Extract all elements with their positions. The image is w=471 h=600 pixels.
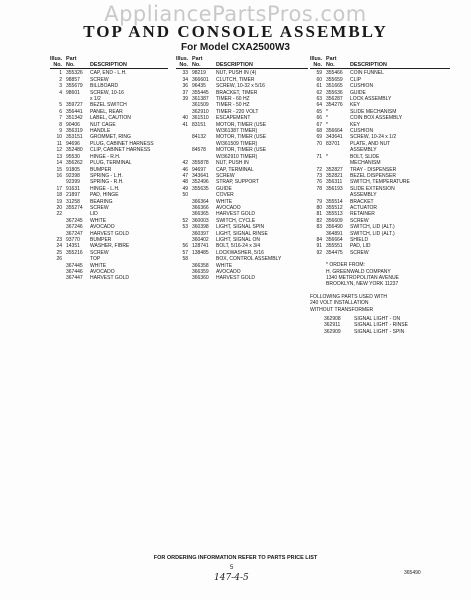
- illus-number: 64: [316, 102, 322, 109]
- page-title: TOP AND CONSOLE ASSEMBLY: [83, 22, 388, 41]
- part-description: RETAINER: [350, 211, 375, 218]
- part-description: GROMMET, RING: [90, 134, 131, 141]
- illus-number: 82: [316, 217, 322, 224]
- illus-number: 18: [56, 192, 62, 199]
- part-number: 14351: [66, 243, 80, 250]
- part-description: x 1/2: [90, 96, 101, 103]
- illus-number: 14: [56, 160, 62, 167]
- watermark: AppliancePartsPros.com: [104, 2, 367, 26]
- part-number: 354276: [326, 102, 343, 109]
- illus-number: 3: [59, 83, 62, 90]
- part-number: 91805: [66, 166, 80, 173]
- illus-number: 6: [59, 108, 62, 115]
- illus-number: 72: [316, 166, 322, 173]
- part-description: MOTOR, TIMER (USE: [216, 121, 267, 128]
- part-description: KEY: [350, 121, 361, 128]
- part-number: 355659: [326, 76, 343, 83]
- illus-number: 7: [59, 115, 62, 122]
- part-number: 355551: [326, 243, 343, 250]
- part-description: TIMER - 50 HZ: [216, 102, 250, 109]
- part-description: HARVEST GOLD: [216, 275, 255, 282]
- part-number: 94697: [192, 166, 206, 173]
- part-number: 355274: [66, 204, 83, 211]
- column-header: Illus. Part No. No. DESCRIPTION: [310, 56, 450, 69]
- part-number: 83151: [192, 121, 206, 128]
- part-description: SWITCH, LID (ALT.): [350, 224, 395, 231]
- part-number: 138485: [192, 249, 209, 256]
- part-number: 355216: [66, 249, 83, 256]
- part-number: 93770: [66, 236, 80, 243]
- part-description: SPRING - R.H.: [90, 179, 124, 186]
- part-description: WASHER, FIBRE: [90, 243, 130, 250]
- part-description: HARVEST GOLD: [90, 230, 129, 237]
- part-number: 366365: [192, 211, 209, 218]
- illus-number: 13: [56, 153, 62, 160]
- part-number: 96435: [192, 83, 206, 90]
- part-number: 366366: [192, 204, 209, 211]
- parts-column-1: [50, 56, 168, 282]
- part-number: 91631: [66, 185, 80, 192]
- part-number: 95530: [66, 153, 80, 160]
- illus-number: 81: [316, 211, 322, 218]
- part-number: 355514: [326, 198, 343, 205]
- part-description: COVER: [216, 192, 234, 199]
- part-description: LOCK ASSEMBLY: [350, 96, 392, 103]
- part-description: STRAP, SUPPORT: [216, 179, 259, 186]
- part-number: 356319: [66, 128, 83, 135]
- part-number: 92398: [66, 172, 80, 179]
- part-description: LID: [90, 211, 98, 218]
- part-description: CAP, END - L.H.: [90, 70, 127, 77]
- illus-number: 66: [316, 115, 322, 122]
- part-description: SIGNAL LIGHT - RINSE: [354, 322, 408, 329]
- part-number: 352480: [66, 147, 83, 154]
- part-number: 362910: [192, 108, 209, 115]
- illus-number: 53: [182, 224, 188, 231]
- part-number: 354475: [326, 249, 343, 256]
- part-number: 356287: [326, 96, 343, 103]
- part-number: 355326: [66, 70, 83, 77]
- part-description: TRAY - DISPENSER: [350, 166, 397, 173]
- illus-number: 68: [316, 128, 322, 135]
- illus-number: 62: [316, 89, 322, 96]
- list-item: [176, 275, 308, 281]
- illus-number: 24: [56, 243, 62, 250]
- part-description: HINGE - R.H.: [90, 153, 121, 160]
- part-number: 366359: [192, 269, 209, 275]
- part-description: SCREW, 10-16: [90, 89, 124, 96]
- illus-number: [50, 275, 62, 281]
- illus-number: 36: [182, 83, 188, 90]
- part-description: MOTOR, TIMER (USE: [216, 134, 267, 141]
- illus-number: 1: [59, 70, 62, 77]
- part-number: 343641: [326, 134, 343, 141]
- part-number: 367247: [66, 230, 83, 237]
- part-description: HANDLE: [90, 128, 111, 135]
- part-description: PLUG, TERMINAL: [90, 160, 132, 167]
- part-description: BRACKET: [350, 198, 374, 205]
- illus-number: 4: [59, 89, 62, 96]
- part-number: 367246: [66, 224, 83, 231]
- part-description: BOLT, 5/16-24 x 3/4: [216, 243, 261, 250]
- parts-list: [176, 70, 308, 281]
- part-description: LIGHT, SIGNAL ON: [216, 236, 260, 243]
- part-number: 367446: [66, 269, 83, 275]
- part-description: ASSEMBLY: [350, 192, 377, 199]
- illus-number: 20: [56, 204, 62, 211]
- illus-number: 61: [316, 83, 322, 90]
- parts-column-3: [310, 56, 450, 335]
- part-number: 360398: [192, 224, 209, 231]
- part-description: PLATE, AND NUT: [350, 140, 391, 147]
- illus-number: 80: [316, 204, 322, 211]
- part-description: BRACKET, TIMER: [216, 89, 258, 96]
- part-number: 359727: [66, 102, 83, 109]
- parts-list: [310, 70, 450, 256]
- part-description: GUIDE: [216, 185, 232, 192]
- part-number: 355878: [192, 160, 209, 167]
- illus-number: 60: [316, 76, 322, 83]
- parts-list: [50, 70, 168, 281]
- illus-number: 23: [56, 236, 62, 243]
- part-number: 98857: [66, 76, 80, 83]
- illus-number: 46: [182, 166, 188, 173]
- part-description: SCREW: [216, 172, 235, 179]
- part-number: 83701: [326, 140, 340, 147]
- illus-number: 41: [182, 121, 188, 128]
- illus-number: 76: [316, 179, 322, 186]
- parts-column-2: [176, 56, 308, 282]
- part-number: 351665: [326, 83, 343, 90]
- part-description: SCREW: [90, 76, 109, 83]
- illus-number: 15: [56, 166, 62, 173]
- part-number: 355636: [326, 89, 343, 96]
- part-description: SWITCH, CYCLE: [216, 217, 256, 224]
- part-number: 356664: [326, 236, 343, 243]
- part-description: PAD, HINGE: [90, 192, 119, 199]
- illus-number: 70: [316, 140, 322, 147]
- part-description: SCREW, 10-24 x 1/2: [350, 134, 397, 141]
- part-description: W/361387 TIMER): [216, 128, 258, 135]
- part-description: MECHANISM: [350, 160, 381, 167]
- document-code: 365490: [404, 570, 421, 576]
- part-number: 356193: [326, 185, 343, 192]
- part-number: *: [326, 115, 328, 122]
- part-number: 356311: [326, 179, 343, 186]
- part-description: CUSHION: [350, 128, 374, 135]
- part-number: 128741: [192, 243, 209, 250]
- volt-parts-list: [310, 316, 450, 335]
- part-description: AVOCADO: [216, 204, 241, 211]
- part-description: PAD, LID: [350, 243, 371, 250]
- part-number: 360003: [192, 217, 209, 224]
- part-number: 366358: [192, 262, 209, 269]
- part-description: BUMPER: [90, 236, 112, 243]
- part-number: *: [326, 153, 328, 160]
- part-description: CUSHION: [350, 83, 374, 90]
- part-number: 367245: [66, 217, 83, 224]
- part-number: 366360: [192, 275, 209, 282]
- volt-note: FOLLOWING PARTS USED WITH 240 VOLT INSTALLATION WITHOUT TRANSFORMER: [310, 293, 388, 313]
- part-description: AVOCADO: [90, 224, 115, 231]
- page-number: 5: [230, 565, 234, 571]
- illus-number: 78: [316, 185, 322, 192]
- part-description: SCREW, 10-32 x 5/16: [216, 83, 265, 90]
- part-number: 356262: [66, 160, 83, 167]
- part-number: 355512: [326, 204, 343, 211]
- part-number: 367447: [66, 275, 83, 282]
- illus-number: 10: [56, 134, 62, 141]
- part-description: BUMPER: [90, 166, 112, 173]
- part-description: ASSEMBLY: [350, 147, 377, 154]
- illus-number: [176, 275, 188, 281]
- list-item: [310, 329, 450, 335]
- illus-number: 8: [59, 121, 62, 128]
- part-number: *: [326, 121, 328, 128]
- part-description: BOLT, SLIDE: [350, 153, 380, 160]
- illus-number: 83: [316, 224, 322, 231]
- list-item: [50, 275, 168, 281]
- illus-number: 19: [56, 198, 62, 205]
- part-description: SPRING - L.H.: [90, 172, 123, 179]
- part-number: 361510: [192, 115, 209, 122]
- part-number: 343641: [192, 172, 209, 179]
- order-note: * ORDER FROM: H. GREENWALD COMPANY 1340 METROPOLITAN AVENUE BROOKLYN, NEW YORK 11237: [326, 262, 399, 288]
- part-number: 92399: [66, 179, 80, 186]
- part-description: AVOCADO: [216, 269, 241, 275]
- part-description: WHITE: [216, 262, 233, 269]
- part-number: 362911: [324, 322, 341, 329]
- part-description: NUT CAGE: [90, 121, 116, 128]
- illus-number: 11: [56, 140, 62, 147]
- illus-number: 49: [182, 185, 188, 192]
- part-description: KEY: [350, 102, 361, 109]
- part-number: 355445: [192, 89, 209, 96]
- part-number: 366364: [192, 198, 209, 205]
- illus-number: 63: [316, 96, 322, 103]
- part-number: 360397: [192, 230, 209, 237]
- illus-number: 48: [182, 179, 188, 186]
- part-number: 21897: [66, 192, 80, 199]
- part-description: LIGHT, SIGNAL SPIN: [216, 224, 265, 231]
- illus-number: 2: [59, 76, 62, 83]
- part-description: SCREW: [90, 204, 109, 211]
- part-number: 31258: [66, 198, 80, 205]
- illus-number: 59: [316, 70, 322, 77]
- part-number: 361509: [192, 102, 209, 109]
- illus-number: 5: [59, 102, 62, 109]
- illus-number: 79: [316, 198, 322, 205]
- part-number: 98601: [66, 89, 80, 96]
- illus-number: 73: [316, 172, 322, 179]
- part-description: SIGNAL LIGHT - ON: [354, 316, 401, 323]
- part-description: SLIDE MECHANISM: [350, 108, 397, 115]
- footer-note: FOR ORDERING INFORMATION REFER TO PARTS PRICE LIST: [153, 555, 318, 561]
- part-number: 366601: [192, 76, 209, 83]
- part-description: HINGE - L.H.: [90, 185, 120, 192]
- part-description: ACTUATOR: [350, 204, 378, 211]
- illus-number: 16: [56, 172, 62, 179]
- part-description: TIMER - 220 VOLT: [216, 108, 259, 115]
- part-description: HARVEST GOLD: [216, 211, 255, 218]
- part-description: CLIP, CABINET HARNESS: [90, 147, 151, 154]
- part-description: AVOCADO: [90, 269, 115, 275]
- illus-number: 84: [316, 236, 322, 243]
- part-description: NUT, PUSH IN: [216, 160, 249, 167]
- illus-number: 39: [182, 96, 188, 103]
- illus-number: 56: [182, 243, 188, 250]
- illus-number: 40: [182, 115, 188, 122]
- part-description: CAP, TERMINAL: [216, 166, 254, 173]
- illus-number: 65: [316, 108, 322, 115]
- part-number: 352827: [326, 166, 343, 173]
- part-number: 356490: [326, 224, 343, 231]
- handwritten-note: 147-4-5: [214, 573, 249, 583]
- part-number: *: [326, 108, 328, 115]
- list-item: [310, 250, 450, 256]
- part-number: 362908: [324, 316, 341, 323]
- illus-number: 67: [316, 121, 322, 128]
- illus-number: 57: [182, 249, 188, 256]
- illus-number: 17: [56, 185, 62, 192]
- column-header: Illus. Part No. No. DESCRIPTION: [50, 56, 168, 69]
- part-description: LOCKWASHER, 5/16: [216, 249, 264, 256]
- illus-number: 47: [182, 172, 188, 179]
- part-description: BEARING: [90, 198, 113, 205]
- illus-number: 92: [316, 249, 322, 256]
- part-number: 364891: [326, 230, 343, 237]
- part-description: BEZEL SWITCH: [90, 102, 127, 109]
- illus-number: 52: [182, 217, 188, 224]
- illus-number: 25: [56, 249, 62, 256]
- part-description: WHITE: [90, 217, 107, 224]
- part-number: 361387: [192, 96, 209, 103]
- part-description: COIN FUNNEL: [350, 70, 384, 77]
- part-description: SHIELD: [350, 236, 369, 243]
- part-number: 356664: [326, 128, 343, 135]
- illus-number: 9: [59, 128, 62, 135]
- illus-number: 69: [316, 134, 322, 141]
- part-number: 355513: [326, 211, 343, 218]
- part-number: 352496: [192, 179, 209, 186]
- illus-number: 26: [56, 256, 62, 263]
- part-description: NUT, PUSH IN (4): [216, 70, 257, 77]
- part-description: BILLBOARD: [90, 83, 119, 90]
- part-description: COIN BOX ASSEMBLY: [350, 115, 403, 122]
- part-description: SWITCH, TEMPERATURE: [350, 179, 410, 186]
- part-description: CLUTCH, TIMER: [216, 76, 255, 83]
- part-description: TOP: [90, 256, 101, 263]
- model-subtitle: For Model CXA2500W3: [181, 42, 290, 53]
- part-description: ESCAPEMENT: [216, 115, 251, 122]
- part-description: LABEL, CAUTION: [90, 115, 131, 122]
- column-header: Illus. Part No. No. DESCRIPTION: [176, 56, 308, 69]
- illus-number: 42: [182, 160, 188, 167]
- part-number: 362909: [324, 328, 341, 335]
- part-number: 90406: [66, 121, 80, 128]
- part-description: MOTOR, TIMER (USE: [216, 147, 267, 154]
- part-description: PANEL, REAR: [90, 108, 123, 115]
- part-number: 94696: [66, 140, 80, 147]
- part-number: 356609: [326, 217, 343, 224]
- part-number: 355635: [192, 185, 209, 192]
- part-description: SLIDE EXTENSION: [350, 185, 395, 192]
- part-number: 367445: [66, 262, 83, 269]
- illus-number: 37: [182, 89, 188, 96]
- part-number: 352821: [326, 172, 343, 179]
- part-description: BEZEL DISPENSER: [350, 172, 396, 179]
- part-description: SIGNAL LIGHT - SPIN: [354, 328, 405, 335]
- part-description: SCREW: [90, 249, 109, 256]
- part-number: 360402: [192, 236, 209, 243]
- illus-number: 12: [56, 147, 62, 154]
- part-description: SCREW: [350, 217, 369, 224]
- illus-number: 50: [182, 192, 188, 199]
- part-number: 84132: [192, 134, 206, 141]
- part-description: CLIP: [350, 76, 362, 83]
- part-description: W/361509 TIMER): [216, 140, 258, 147]
- part-description: WHITE: [216, 198, 233, 205]
- part-number: 98219: [192, 70, 206, 77]
- part-description: BOX, CONTROL ASSEMBLY: [216, 256, 282, 263]
- illus-number: 58: [182, 256, 188, 263]
- illus-number: 34: [182, 76, 188, 83]
- part-number: 84578: [192, 147, 206, 154]
- part-number: 356441: [66, 108, 83, 115]
- part-description: W/362910 TIMER): [216, 153, 258, 160]
- part-number: 355679: [66, 83, 83, 90]
- illus-number: 33: [182, 70, 188, 77]
- part-description: HARVEST GOLD: [90, 275, 129, 282]
- part-description: TIMER - 60 HZ: [216, 96, 250, 103]
- part-description: WHITE: [90, 262, 107, 269]
- part-description: LIGHT, SIGNAL RINSE: [216, 230, 268, 237]
- part-number: 351342: [66, 115, 83, 122]
- illus-number: 22: [56, 211, 62, 218]
- part-description: GUIDE: [350, 89, 366, 96]
- part-number: 355466: [326, 70, 343, 77]
- part-description: PLUG, CABINET HARNESS: [90, 140, 154, 147]
- part-description: SWITCH, LID (ALT.): [350, 230, 395, 237]
- illus-number: 91: [316, 243, 322, 250]
- part-description: SCREW: [350, 249, 369, 256]
- illus-number: 71: [316, 153, 322, 160]
- part-number: 353151: [66, 134, 83, 141]
